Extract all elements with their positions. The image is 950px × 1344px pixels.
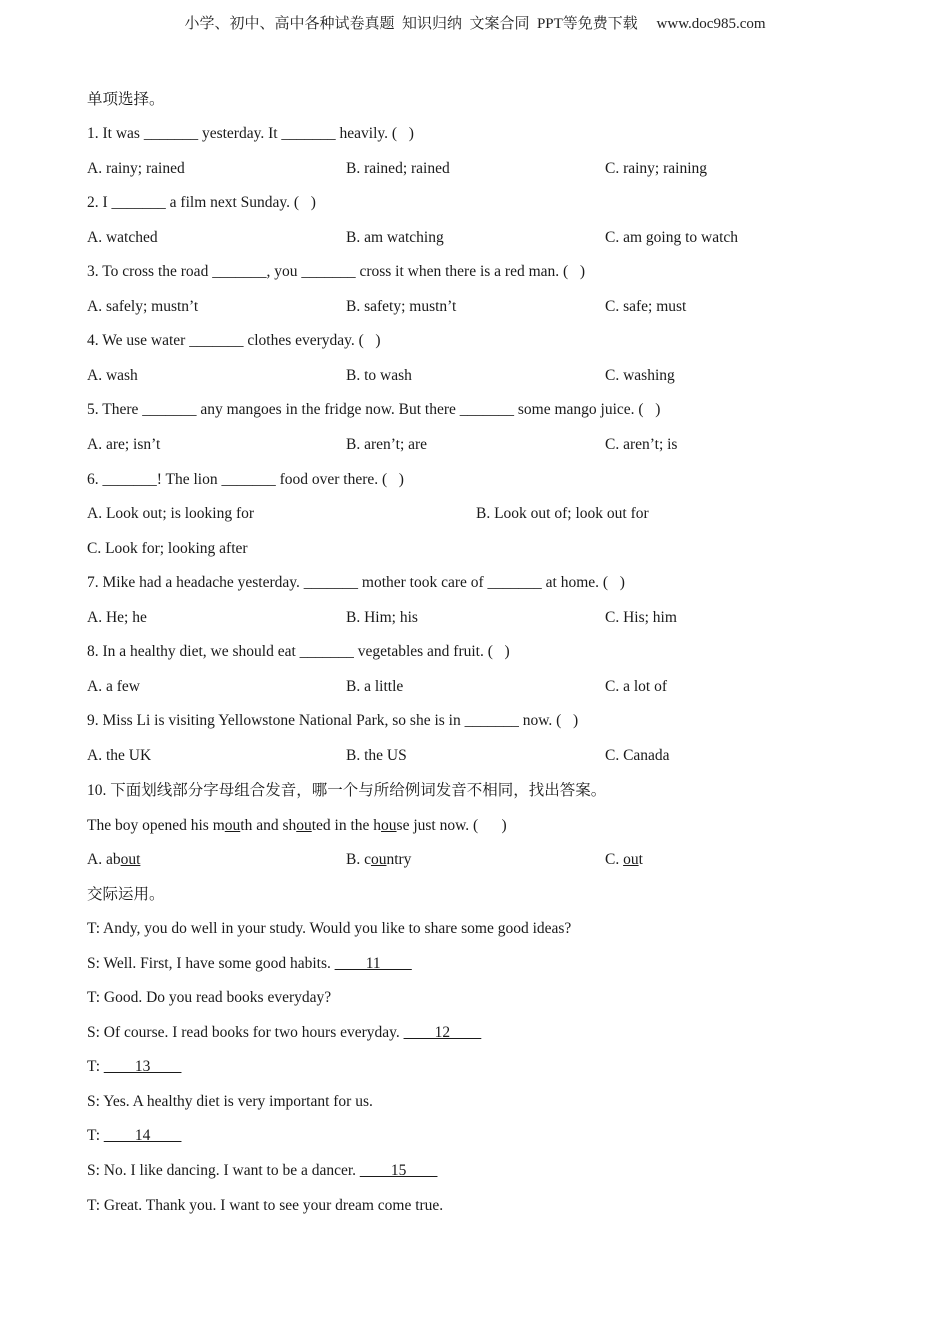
q2-option-b: B. am watching [346, 229, 444, 246]
q6-option-b: B. Look out of; look out for [476, 505, 649, 522]
question-1: 1. It was _______ yesterday. It _______ heavily. ( ) [87, 125, 414, 142]
question-6: 6. _______! The lion _______ food over there. ( ) [87, 471, 404, 488]
q7-option-b: B. Him; his [346, 609, 418, 626]
question-10: 10. 下面划线部分字母组合发音，哪一个与所给例词发音不相同，找出答案。 [87, 782, 607, 799]
q7-option-a: A. He; he [87, 609, 147, 626]
q1-option-a: A. rainy; rained [87, 160, 185, 177]
section-title-dialogue: 交际运用。 [87, 886, 165, 903]
q3-option-a: A. safely; mustn’t [87, 298, 199, 315]
q9-option-c: C. Canada [605, 747, 670, 764]
q2-option-c: C. am going to watch [605, 229, 739, 246]
dialogue-line-7: T: ____14____ [87, 1127, 182, 1144]
q3-option-c: C. safe; must [605, 298, 687, 315]
q9-option-b: B. the US [346, 747, 407, 764]
q10-option-c: C. out [605, 851, 643, 868]
blank-13: ____13____ [103, 1058, 182, 1075]
question-3: 3. To cross the road _______, you _______ cross it when there is a red man. ( ) [87, 263, 585, 280]
blank-12: ____12____ [403, 1024, 482, 1041]
q6-option-a: A. Look out; is looking for [87, 505, 255, 522]
page-header: 小学、初中、高中各种试卷真题 知识归纳 文案合同 PPT等免费下载 www.doc985.com [184, 16, 766, 32]
q4-option-b: B. to wash [346, 367, 412, 384]
dialogue-line-6: S: Yes. A healthy diet is very important for us. [87, 1093, 373, 1110]
q8-option-c: C. a lot of [605, 678, 667, 695]
q5-option-b: B. aren’t; are [346, 436, 428, 453]
q4-option-c: C. washing [605, 367, 675, 384]
question-5: 5. There _______ any mangoes in the fridge now. But there _______ some mango juice. ( ) [87, 401, 661, 418]
q6-option-c: C. Look for; looking after [87, 540, 248, 557]
blank-15: ____15____ [359, 1162, 438, 1179]
question-8: 8. In a healthy diet, we should eat _______ vegetables and fruit. ( ) [87, 643, 510, 660]
q8-option-a: A. a few [87, 678, 140, 695]
dialogue-line-9: T: Great. Thank you. I want to see your dream come true. [87, 1197, 444, 1214]
q10-option-b: B. country [346, 851, 412, 868]
blank-11: ____11____ [334, 955, 412, 972]
question-9: 9. Miss Li is visiting Yellowstone National Park, so she is in _______ now. ( ) [87, 712, 579, 729]
question-10-sentence: The boy opened his mouth and shouted in the house just now. ( ) [87, 817, 507, 834]
q5-option-c: C. aren’t; is [605, 436, 678, 453]
dialogue-line-3: T: Good. Do you read books everyday? [87, 989, 332, 1006]
dialogue-line-5: T: ____13____ [87, 1058, 182, 1075]
q2-option-a: A. watched [87, 229, 158, 246]
q7-option-c: C. His; him [605, 609, 677, 626]
q5-option-a: A. are; isn’t [87, 436, 161, 453]
q4-option-a: A. wash [87, 367, 138, 384]
question-2: 2. I _______ a film next Sunday. ( ) [87, 194, 316, 211]
q3-option-b: B. safety; mustn’t [346, 298, 457, 315]
q8-option-b: B. a little [346, 678, 404, 695]
question-4: 4. We use water _______ clothes everyday. ( ) [87, 332, 381, 349]
dialogue-line-8: S: No. I like dancing. I want to be a dancer. ____15____ [87, 1162, 438, 1179]
q1-option-b: B. rained; rained [346, 160, 450, 177]
blank-14: ____14____ [103, 1127, 182, 1144]
q10-option-a: A. about [87, 851, 141, 868]
dialogue-line-1: T: Andy, you do well in your study. Would you like to share some good ideas? [87, 920, 572, 937]
dialogue-line-2: S: Well. First, I have some good habits. ____11____ [87, 955, 412, 972]
dialogue-line-4: S: Of course. I read books for two hours everyday. ____12____ [87, 1024, 482, 1041]
q1-option-c: C. rainy; raining [605, 160, 708, 177]
q9-option-a: A. the UK [87, 747, 152, 764]
section-title-choice: 单项选择。 [87, 91, 165, 108]
question-7: 7. Mike had a headache yesterday. _______ mother took care of _______ at home. ( ) [87, 574, 625, 591]
